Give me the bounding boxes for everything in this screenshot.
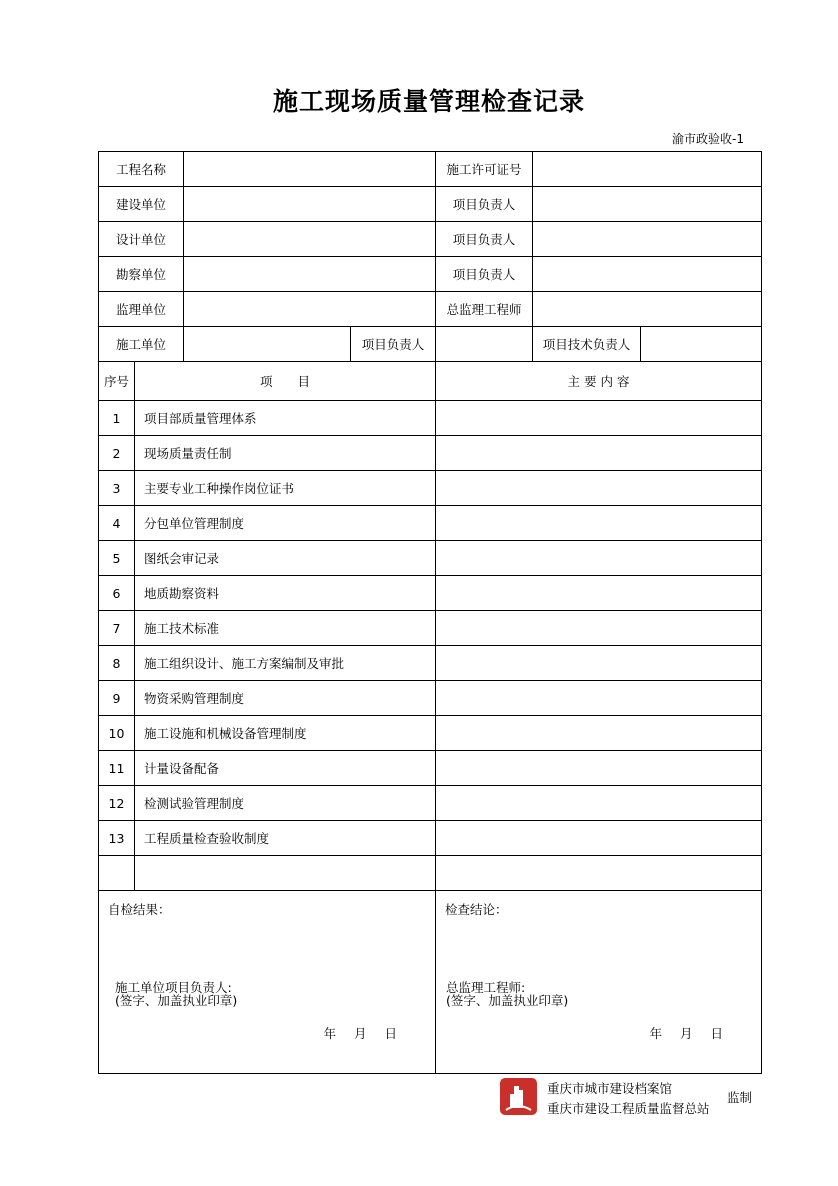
item-row <box>99 716 762 751</box>
item-name: 物资采购管理制度 <box>135 681 436 716</box>
content-cell[interactable] <box>436 401 762 436</box>
item-name: 计量设备配备 <box>135 751 436 786</box>
seq-cell: 6 <box>99 576 135 611</box>
field-value[interactable] <box>184 152 436 187</box>
conclusion-box[interactable] <box>436 891 762 1074</box>
content-cell[interactable] <box>436 576 762 611</box>
field-label: 监理单位 <box>99 292 184 327</box>
seq-cell: 2 <box>99 436 135 471</box>
field-label: 项目负责人 <box>436 257 533 292</box>
info-row <box>99 152 762 187</box>
item-row <box>99 786 762 821</box>
construction-row <box>99 327 762 362</box>
seq-cell: 11 <box>99 751 135 786</box>
content-cell[interactable] <box>436 751 762 786</box>
info-row <box>99 187 762 222</box>
self-check-date: 年 月 日 <box>323 1026 398 1041</box>
item-name: 地质勘察资料 <box>135 576 436 611</box>
seq-cell: 5 <box>99 541 135 576</box>
content-cell[interactable] <box>436 856 762 891</box>
item-row <box>99 541 762 576</box>
item-row <box>99 681 762 716</box>
conclusion-note: (签字、加盖执业印章) <box>446 993 569 1008</box>
self-check-box[interactable] <box>99 891 436 1074</box>
field-label: 建设单位 <box>99 187 184 222</box>
org-name-2: 重庆市建设工程质量监督总站 <box>547 1101 710 1116</box>
field-value[interactable] <box>184 327 351 362</box>
item-name: 项目部质量管理体系 <box>135 401 436 436</box>
seq-cell: 7 <box>99 611 135 646</box>
content-cell[interactable] <box>436 611 762 646</box>
content-header: 主 要 内 容 <box>436 362 762 401</box>
org-name-1: 重庆市城市建设档案馆 <box>547 1081 673 1096</box>
field-value[interactable] <box>533 187 762 222</box>
item-row <box>99 821 762 856</box>
item-name: 施工技术标准 <box>135 611 436 646</box>
field-value[interactable] <box>641 327 762 362</box>
item-row <box>99 751 762 786</box>
content-cell[interactable] <box>436 436 762 471</box>
item-name: 工程质量检查验收制度 <box>135 821 436 856</box>
seq-header: 序号 <box>99 362 135 401</box>
items-header <box>99 362 762 401</box>
seq-cell: 8 <box>99 646 135 681</box>
seq-cell: 10 <box>99 716 135 751</box>
field-value[interactable] <box>436 327 533 362</box>
field-value[interactable] <box>533 292 762 327</box>
field-label: 项目负责人 <box>436 222 533 257</box>
field-value[interactable] <box>184 187 436 222</box>
item-row <box>99 611 762 646</box>
item-name: 检测试验管理制度 <box>135 786 436 821</box>
conclusion-date: 年 月 日 <box>649 1026 724 1041</box>
form-code: 渝市政验收-1 <box>672 132 744 146</box>
item-row <box>99 436 762 471</box>
item-row <box>99 576 762 611</box>
supervise-label: 监制 <box>727 1090 753 1105</box>
info-row <box>99 257 762 292</box>
item-header: 项 目 <box>135 362 436 401</box>
content-cell[interactable] <box>436 506 762 541</box>
content-cell[interactable] <box>436 471 762 506</box>
field-value[interactable] <box>533 222 762 257</box>
content-cell[interactable] <box>436 681 762 716</box>
item-name: 图纸会审记录 <box>135 541 436 576</box>
item-row <box>99 646 762 681</box>
self-check-note: (签字、加盖执业印章) <box>115 993 238 1008</box>
content-cell[interactable] <box>436 786 762 821</box>
field-label: 项目技术负责人 <box>533 327 641 362</box>
item-name: 主要专业工种操作岗位证书 <box>135 471 436 506</box>
conclusion-heading: 检查结论： <box>445 902 508 917</box>
item-row <box>99 471 762 506</box>
field-label: 项目负责人 <box>351 327 436 362</box>
info-row <box>99 222 762 257</box>
item-name: 分包单位管理制度 <box>135 506 436 541</box>
content-cell[interactable] <box>436 541 762 576</box>
content-cell[interactable] <box>436 716 762 751</box>
field-label: 总监理工程师 <box>436 292 533 327</box>
page-title: 施工现场质量管理检查记录 <box>272 87 585 116</box>
field-label: 施工单位 <box>99 327 184 362</box>
seq-cell: 4 <box>99 506 135 541</box>
empty-row <box>99 856 762 891</box>
seq-cell: 3 <box>99 471 135 506</box>
seq-cell <box>99 856 135 891</box>
field-label: 设计单位 <box>99 222 184 257</box>
field-label: 工程名称 <box>99 152 184 187</box>
conclusion-signer: 总监理工程师: <box>446 980 526 995</box>
field-value[interactable] <box>533 152 762 187</box>
field-value[interactable] <box>184 222 436 257</box>
self-check-signer: 施工单位项目负责人: <box>115 980 232 995</box>
field-label: 勘察单位 <box>99 257 184 292</box>
field-value[interactable] <box>533 257 762 292</box>
item-row <box>99 506 762 541</box>
content-cell[interactable] <box>436 646 762 681</box>
seq-cell: 12 <box>99 786 135 821</box>
seq-cell: 13 <box>99 821 135 856</box>
field-value[interactable] <box>184 292 436 327</box>
seq-cell: 9 <box>99 681 135 716</box>
item-row <box>99 401 762 436</box>
item-cell <box>135 856 436 891</box>
info-row <box>99 292 762 327</box>
item-name: 现场质量责任制 <box>135 436 436 471</box>
content-cell[interactable] <box>436 821 762 856</box>
field-label: 项目负责人 <box>436 187 533 222</box>
item-name: 施工设施和机械设备管理制度 <box>135 716 436 751</box>
field-label: 施工许可证号 <box>436 152 533 187</box>
seq-cell: 1 <box>99 401 135 436</box>
inspection-table <box>98 151 762 1074</box>
archive-logo-icon <box>500 1078 537 1115</box>
self-check-heading: 自检结果： <box>108 902 171 917</box>
item-name: 施工组织设计、施工方案编制及审批 <box>135 646 436 681</box>
field-value[interactable] <box>184 257 436 292</box>
